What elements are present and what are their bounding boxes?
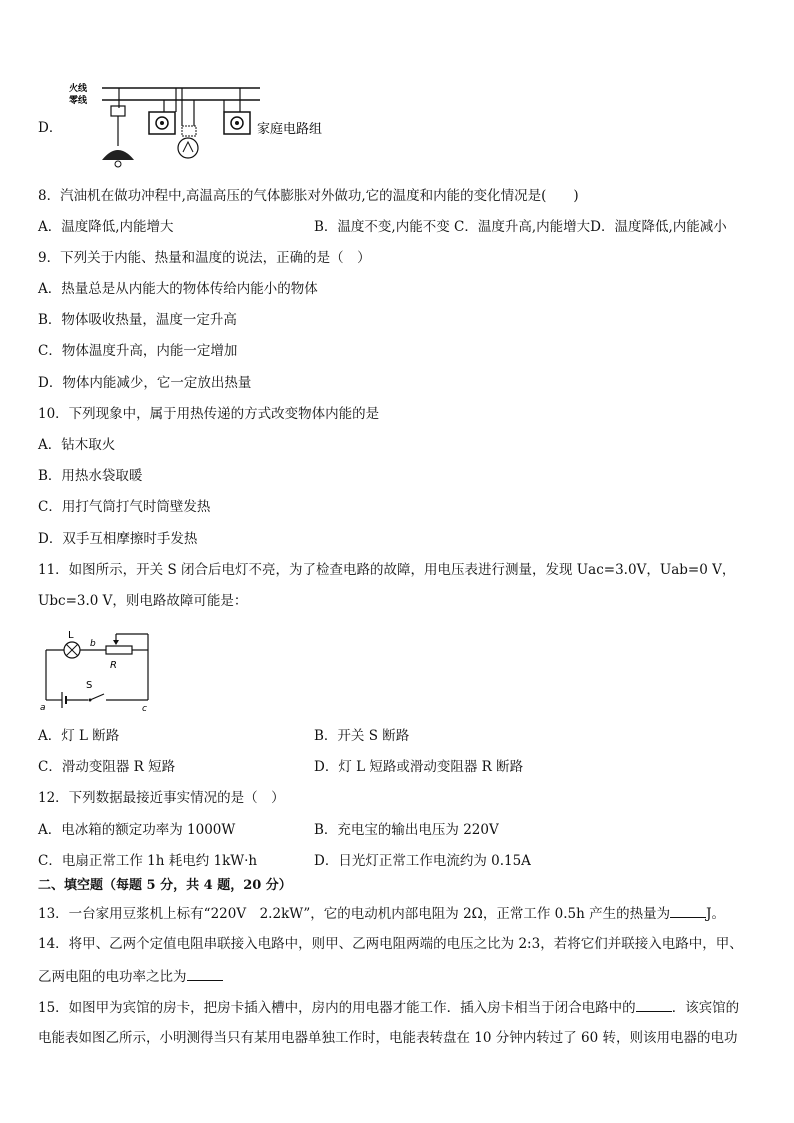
- q15-line1-after: ．该宾馆的: [671, 1000, 740, 1016]
- q8-option-bcd: B．温度不变,内能不变 C．温度升高,内能增大D．温度降低,内能减小: [314, 219, 727, 235]
- series-circuit-diagram: [38, 626, 158, 712]
- q10-option-a: A．钻木取火: [38, 437, 116, 453]
- q14-line2: 乙两电阻的电功率之比为: [38, 969, 187, 985]
- q13-text: [38, 903, 725, 924]
- q13-text-after: J。: [706, 906, 726, 922]
- point-c-label: c: [142, 704, 147, 712]
- q11-option-c: C．滑动变阻器 R 短路: [38, 759, 176, 775]
- q14-line2-wrap: [38, 966, 223, 987]
- q15-answer-blank[interactable]: [636, 997, 672, 1012]
- q10-option-d: D．双手互相摩擦时手发热: [38, 531, 198, 547]
- section-heading: 二、填空题（每题 5 分，共 4 题，20 分）: [38, 878, 292, 893]
- q9-option-b: B．物体吸收热量，温度一定升高: [38, 312, 237, 328]
- household-circuit-diagram: [64, 78, 334, 178]
- q11-stem-line1: 11．如图所示，开关 S 闭合后电灯不亮，为了检查电路的故障，用电压表进行测量，发现 Uac=3.0V，Uab=0 V，: [38, 562, 736, 578]
- q11-option-d: D．灯 L 短路或滑动变阻器 R 断路: [314, 759, 524, 775]
- q8-stem: 8．汽油机在做功冲程中,高温高压的气体膨胀对外做功,它的温度和内能的变化情况是( ): [38, 188, 579, 204]
- q9-option-a: A．热量总是从内能大的物体传给内能小的物体: [38, 281, 318, 297]
- lamp-label: L: [68, 630, 74, 641]
- point-a-label: a: [40, 703, 46, 712]
- q9-stem: 9．下列关于内能、热量和温度的说法，正确的是（ ）: [38, 250, 371, 266]
- q8-option-a: A．温度降低,内能增大: [38, 219, 174, 235]
- point-b-label: b: [90, 639, 96, 649]
- q10-option-c: C．用打气筒打气时筒壁发热: [38, 499, 211, 515]
- q14-line1: 14．将甲、乙两个定值电阻串联接入电路中，则甲、乙两电阻两端的电压之比为 2:3，若将它们并联接入电路中，甲、: [38, 936, 743, 952]
- live-wire-label: 火线: [69, 84, 88, 94]
- q12-option-d: D．日光灯正常工作电流约为 0.15A: [314, 853, 531, 869]
- q13-answer-blank[interactable]: [670, 903, 706, 918]
- q9-option-d: D．物体内能减少，它一定放出热量: [38, 375, 252, 391]
- q12-option-b: B．充电宝的输出电压为 220V: [314, 822, 499, 838]
- q10-stem: 10．下列现象中，属于用热传递的方式改变物体内能的是: [38, 406, 380, 422]
- q9-option-c: C．物体温度升高，内能一定增加: [38, 343, 238, 359]
- q7-option-d-label: D．: [38, 120, 63, 136]
- q10-option-b: B．用热水袋取暖: [38, 468, 143, 484]
- rheostat-label: R: [110, 660, 117, 671]
- q13-text-before: 13．一台家用豆浆机上标有“220V 2.2kW”，它的电动机内部电阻为 2Ω，正常工作 0.5h 产生的热量为: [38, 906, 671, 922]
- circuit-caption: 家庭电路组: [257, 122, 323, 137]
- q12-option-c: C．电扇正常工作 1h 耗电约 1kW·h: [38, 853, 258, 869]
- q15-line1-before: 15．如图甲为宾馆的房卡，把房卡插入槽中，房内的用电器才能工作．插入房卡相当于闭合电路中的: [38, 1000, 636, 1016]
- q12-option-a: A．电冰箱的额定功率为 1000W: [38, 822, 236, 838]
- q14-answer-blank[interactable]: [187, 966, 223, 981]
- q12-stem: 12．下列数据最接近事实情况的是（ ）: [38, 790, 285, 806]
- q11-option-b: B．开关 S 断路: [314, 728, 410, 744]
- switch-label: S: [86, 680, 93, 691]
- q15-line2: 电能表如图乙所示，小明测得当只有某用电器单独工作时，电能表转盘在 10 分钟内转过了 60 转，则该用电器的电功: [38, 1030, 738, 1046]
- q15-line1: [38, 997, 739, 1018]
- q11-stem-line2: Ubc=3.0 V，则电路故障可能是：: [38, 593, 248, 609]
- q11-option-a: A．灯 L 断路: [38, 728, 120, 744]
- neutral-wire-label: 零线: [69, 96, 88, 106]
